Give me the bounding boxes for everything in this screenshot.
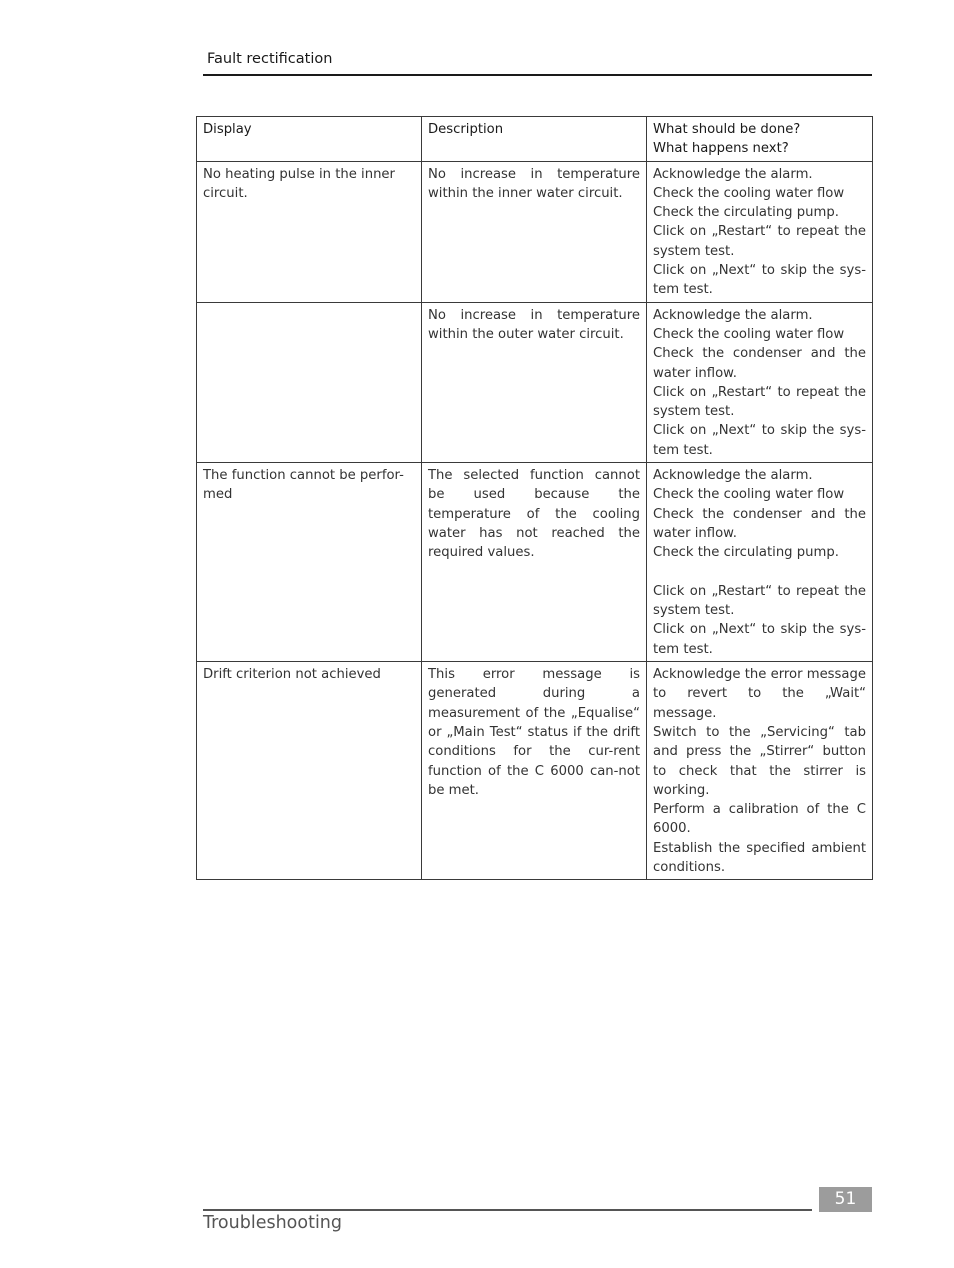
action-line: Click on „Restart“ to repeat the system test. [653, 384, 866, 420]
table-row [197, 662, 873, 880]
cell-display [197, 302, 422, 462]
action-line: Click on „Next“ to skip the sys-tem test. [653, 423, 866, 458]
action-line: Click on „Restart“ to repeat the system test. [653, 583, 866, 619]
table-header-row [197, 117, 873, 162]
action-line: Click on „Next“ to skip the sys-tem test. [653, 263, 866, 298]
action-line: Check the cooling water flow [653, 185, 845, 201]
footer-rule [203, 1209, 812, 1211]
action-line: Click on „Next“ to skip the sys-tem test. [653, 622, 866, 657]
action-line: Switch to the „Servicing“ tab and press the „Stirrer“ button to check that the stirrer is working. [653, 724, 866, 798]
action-line: Acknowledge the alarm. [653, 468, 813, 484]
action-line: Acknowledge the alarm. [653, 307, 813, 323]
column-header-action [647, 117, 873, 162]
action-line: Check the circulating pump. [653, 205, 839, 221]
action-line: Click on „Restart“ to repeat the system test. [653, 224, 866, 259]
cell-description: No increase in temperature within the inner water circuit. [422, 161, 647, 302]
cell-display: Drift criterion not achieved [197, 662, 422, 880]
action-spacer [653, 563, 866, 582]
column-header-action-line-2: What happens next? [653, 141, 789, 157]
action-line: Check the circulating pump. [653, 545, 839, 561]
header-rule [203, 74, 872, 76]
page-number: 51 [819, 1187, 872, 1212]
table-row [197, 302, 873, 462]
column-header-display: Display [197, 117, 422, 162]
action-line: Acknowledge the alarm. [653, 166, 813, 182]
running-header-title: Fault rectification [207, 51, 333, 67]
table-row [197, 161, 873, 302]
action-line: Check the cooling water flow [653, 326, 845, 342]
cell-description: The selected function cannot be used because the temperature of the cooling water has not reached the required values. [422, 463, 647, 662]
action-line: Acknowledge the error message to revert to the „Wait“ message. [653, 667, 866, 721]
cell-actions [647, 161, 873, 302]
action-line: Check the condenser and the water inflow. [653, 506, 866, 541]
action-line: Establish the specified ambient conditions. [653, 840, 866, 875]
action-line: Check the condenser and the water inflow. [653, 346, 866, 381]
cell-actions [647, 662, 873, 880]
fault-table [196, 116, 873, 880]
table-row [197, 463, 873, 662]
cell-display: No heating pulse in the inner circuit. [197, 161, 422, 302]
cell-description: This error message is generated during a measurement of the „Equalise“ or „Main Test“ status if the drift conditions for the cur-rent function of the C 6000 can-not be met. [422, 662, 647, 880]
cell-actions [647, 302, 873, 462]
action-line: Perform a calibration of the C 6000. [653, 802, 866, 837]
column-header-description: Description [422, 117, 647, 162]
footer-section-title: Troubleshooting [203, 1213, 343, 1233]
cell-display: The function cannot be perfor-med [197, 463, 422, 662]
action-line: Check the cooling water flow [653, 487, 845, 503]
cell-actions [647, 463, 873, 662]
cell-description: No increase in temperature within the outer water circuit. [422, 302, 647, 462]
column-header-action-line-1: What should be done? [653, 122, 801, 137]
